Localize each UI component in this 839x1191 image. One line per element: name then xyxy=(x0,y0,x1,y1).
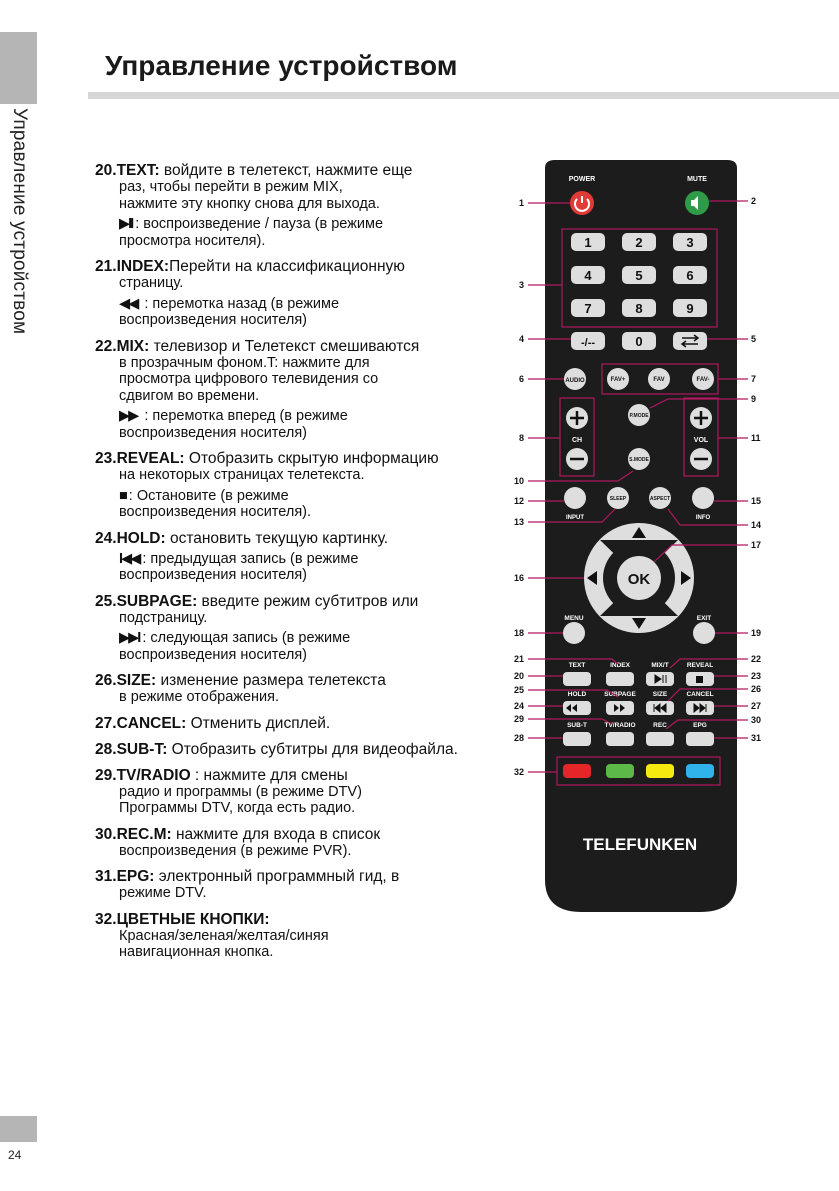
media-symbol-icon: ■ xyxy=(119,487,126,504)
digit-label: 6 xyxy=(686,268,694,283)
instruction-key: MIX: xyxy=(116,337,150,355)
instruction-item xyxy=(95,530,490,584)
instruction-subline xyxy=(95,216,490,233)
instruction-subtext: : перемотка назад (в режиме xyxy=(140,295,340,312)
digit-label: 1 xyxy=(584,235,592,250)
power-label: POWER xyxy=(568,176,596,183)
button-label: REVEAL xyxy=(686,662,714,669)
vol-label: VOL xyxy=(693,437,709,444)
instruction-line: в режиме отображения. xyxy=(119,689,280,705)
callout-number: 28 xyxy=(513,733,524,743)
function-button[interactable] xyxy=(606,732,634,746)
green-button[interactable] xyxy=(606,764,634,778)
instruction-key: 22. xyxy=(95,337,117,355)
callout-number: 12 xyxy=(513,496,524,506)
callout-number: 32 xyxy=(513,767,524,777)
instruction-subline: воспроизведения носителя) xyxy=(119,312,308,328)
side-tab xyxy=(0,32,37,104)
digit-label: 7 xyxy=(584,301,592,316)
callout-number: 20 xyxy=(513,671,524,681)
callout-number: 30 xyxy=(751,715,762,725)
instruction-subline: воспроизведения носителя). xyxy=(119,504,312,520)
instruction-key: HOLD: xyxy=(116,529,166,547)
ch-label: CH xyxy=(571,437,583,444)
instruction-text: Перейти на классификационную xyxy=(169,258,405,275)
instruction-subline: просмотра носителя). xyxy=(119,232,266,249)
callout-number: 25 xyxy=(513,685,524,695)
aspect-label: ASPECT xyxy=(649,496,671,502)
sleep-label: SLEEP xyxy=(609,496,627,502)
instruction-item xyxy=(95,826,490,860)
button-label: REC xyxy=(653,722,667,729)
media-symbol-icon: ▶▶I xyxy=(119,630,140,646)
instruction-text: нажмите для входа в список xyxy=(171,825,381,843)
instruction-key: SUBPAGE: xyxy=(116,592,198,610)
instruction-line: сдвигом во времени. xyxy=(119,387,260,404)
instruction-text: введите режим субтитров или xyxy=(197,592,419,610)
instruction-item xyxy=(95,593,490,664)
instruction-key: 31. xyxy=(95,868,117,885)
input-label: INPUT xyxy=(566,515,584,521)
digit-label: 8 xyxy=(635,301,643,316)
remote-illustration xyxy=(500,150,760,940)
digit-label: 9 xyxy=(686,301,694,316)
instruction-subline: воспроизведения носителя) xyxy=(119,567,308,583)
stop-icon xyxy=(696,676,703,683)
callout-number: 2 xyxy=(751,196,757,206)
info-button[interactable] xyxy=(692,487,714,509)
instructions xyxy=(95,162,490,970)
instruction-line: страницу. xyxy=(119,275,184,291)
instruction-text: изменение размера телетекста xyxy=(156,672,386,689)
recall-button[interactable] xyxy=(673,332,707,350)
instruction-item xyxy=(95,741,490,758)
button-label: INDEX xyxy=(610,662,630,669)
page-number: 24 xyxy=(8,1148,22,1162)
menu-button[interactable] xyxy=(563,622,585,644)
callout-number: 19 xyxy=(751,628,762,638)
callout-number: 15 xyxy=(751,496,762,506)
instruction-subline xyxy=(95,408,490,425)
function-button[interactable] xyxy=(606,672,634,686)
button-label: MIX/T xyxy=(651,662,669,669)
yellow-button[interactable] xyxy=(646,764,674,778)
instruction-line: режиме DTV. xyxy=(119,885,207,901)
pmode-label: P.MODE xyxy=(629,413,649,419)
instruction-subtext: : следующая запись (в режиме xyxy=(142,630,351,646)
callout-number: 10 xyxy=(513,476,524,486)
function-button[interactable] xyxy=(563,732,591,746)
media-symbol-icon: I◀◀ xyxy=(119,550,140,567)
red-button[interactable] xyxy=(563,764,591,778)
function-button[interactable] xyxy=(686,732,714,746)
digit-label: 2 xyxy=(635,235,643,250)
button-label: SUBPAGE xyxy=(604,691,636,698)
callout-number: 26 xyxy=(751,684,762,694)
instruction-text: электронный программный гид, в xyxy=(154,868,400,885)
instruction-subtext: : перемотка вперед (в режиме xyxy=(140,408,348,424)
instruction-key: ЦВЕТНЫЕ КНОПКИ: xyxy=(116,910,270,928)
callout-number: 13 xyxy=(513,517,524,527)
instruction-key: 27. xyxy=(95,714,117,732)
instruction-subline: воспроизведения носителя) xyxy=(119,646,308,663)
input-button[interactable] xyxy=(564,487,586,509)
instruction-subline xyxy=(95,551,490,568)
instruction-key: REC.M: xyxy=(116,825,172,843)
button-label: TEXT xyxy=(568,662,586,669)
digit-label: 0 xyxy=(635,334,643,349)
digit-label: 5 xyxy=(635,268,643,283)
instruction-line: просмотра цифрового телевидения со xyxy=(119,371,379,387)
page-tab xyxy=(0,1116,37,1142)
menu-label: MENU xyxy=(564,615,584,622)
instruction-key: REVEAL: xyxy=(116,450,185,467)
mute-label: MUTE xyxy=(687,176,707,183)
button-label: SUB-T xyxy=(567,722,587,729)
callout-number: 29 xyxy=(513,714,524,724)
fav-label: FAV xyxy=(653,377,665,383)
button-label: CANCEL xyxy=(686,691,714,698)
instruction-key: TEXT: xyxy=(116,162,160,179)
brand-logo: TELEFUNKEN xyxy=(582,835,698,854)
title-rule xyxy=(88,92,839,99)
dash-label: -/-- xyxy=(580,337,596,349)
button-label: EPG xyxy=(693,722,707,729)
instruction-line: Красная/зеленая/желтая/синяя xyxy=(119,927,329,944)
callout-number: 18 xyxy=(513,628,524,638)
callout-number: 24 xyxy=(513,701,524,711)
instruction-text: войдите в телетекст, нажмите еще xyxy=(159,162,413,179)
callout-number: 7 xyxy=(751,374,757,384)
callout-number: 1 xyxy=(518,198,524,208)
callout-number: 22 xyxy=(751,654,762,664)
instruction-key: 24. xyxy=(95,529,117,547)
instruction-key: EPG: xyxy=(116,868,155,885)
instruction-key: 28. xyxy=(95,740,117,758)
instruction-subline xyxy=(95,630,490,647)
callout-number: 21 xyxy=(513,654,524,664)
instruction-line: воспроизведения (в режиме PVR). xyxy=(119,842,352,859)
callout-number: 14 xyxy=(751,520,762,530)
instruction-key: 23. xyxy=(95,450,117,467)
instruction-key: INDEX: xyxy=(116,258,170,275)
instruction-key: SUB-T: xyxy=(116,740,168,758)
instruction-key: 26. xyxy=(95,672,117,689)
function-button[interactable] xyxy=(646,732,674,746)
instruction-subline: воспроизведения носителя) xyxy=(119,424,308,441)
instruction-key: TV/RADIO xyxy=(116,766,191,784)
instruction-key: 32. xyxy=(95,910,117,928)
instruction-line: радио и программы (в режиме DTV) xyxy=(119,783,362,800)
media-symbol-icon: ▶II xyxy=(119,216,133,232)
exit-button[interactable] xyxy=(693,622,715,644)
instruction-key: 29. xyxy=(95,766,117,784)
instruction-item xyxy=(95,868,490,902)
info-label: INFO xyxy=(695,515,711,521)
instruction-key: SIZE: xyxy=(116,672,157,689)
callout-number: 9 xyxy=(751,394,757,404)
instruction-text: Отобразить субтитры для видеофайла. xyxy=(167,740,458,758)
instruction-subtext: : предыдущая запись (в режиме xyxy=(142,550,359,567)
instruction-item xyxy=(95,162,490,249)
instruction-subtext: : воспроизведение / пауза (в режиме xyxy=(135,216,384,232)
callout-number: 4 xyxy=(518,334,524,344)
instruction-text: остановить текущую картинку. xyxy=(165,529,389,547)
callout-number: 11 xyxy=(751,433,761,443)
instruction-line: в прозрачным фоном.T: нажмите для xyxy=(119,354,370,371)
fav-label: FAV+ xyxy=(610,377,626,383)
instruction-item xyxy=(95,767,490,817)
instruction-line: на некоторых страницах телетекста. xyxy=(119,467,365,483)
digit-label: 3 xyxy=(686,235,694,250)
instruction-subline xyxy=(95,296,490,313)
button-label: TV/RADIO xyxy=(604,722,636,729)
instruction-key: CANCEL: xyxy=(116,714,187,732)
instruction-line: нажмите эту кнопку снова для выхода. xyxy=(119,195,380,212)
ok-label: OK xyxy=(627,571,651,588)
instruction-key: 25. xyxy=(95,592,117,610)
instruction-key: 21. xyxy=(95,258,117,275)
digit-label: 4 xyxy=(584,268,592,283)
function-button[interactable] xyxy=(563,672,591,686)
callout-number: 6 xyxy=(518,374,524,384)
instruction-subline xyxy=(95,488,490,505)
callout-number: 23 xyxy=(751,671,762,681)
callout-number: 8 xyxy=(518,433,524,443)
media-symbol-icon: ▶▶ xyxy=(119,408,138,424)
instruction-key: 20. xyxy=(95,162,117,179)
instruction-text: Отобразить скрытую информацию xyxy=(184,450,439,467)
fav-label: FAV- xyxy=(696,377,710,383)
exit-label: EXIT xyxy=(696,615,712,622)
instruction-item xyxy=(95,911,490,961)
instruction-line: навигационная кнопка. xyxy=(119,944,274,960)
page-title: Управление устройством xyxy=(105,50,458,81)
button-label: HOLD xyxy=(567,691,587,698)
instruction-text: : нажмите для смены xyxy=(190,766,348,784)
callout-number: 5 xyxy=(751,334,757,344)
instruction-line: Программы DTV, когда есть радио. xyxy=(119,800,356,816)
audio-label: AUDIO xyxy=(565,378,585,384)
media-symbol-icon: ◀◀ xyxy=(119,295,138,312)
side-tab-text: Управление устройством xyxy=(9,108,30,335)
instruction-subtext: : Остановите (в режиме xyxy=(128,487,289,504)
callout-number: 17 xyxy=(751,540,762,550)
instruction-item xyxy=(95,450,490,521)
button-label: SIZE xyxy=(652,691,668,698)
instruction-line: подстраницу. xyxy=(119,609,208,626)
instruction-item xyxy=(95,338,490,442)
instruction-key: 30. xyxy=(95,825,117,843)
instruction-item xyxy=(95,715,490,732)
callout-number: 31 xyxy=(751,733,762,743)
instruction-text: телевизор и Телетекст смешиваются xyxy=(149,337,420,355)
callout-number: 16 xyxy=(513,573,524,583)
instruction-item xyxy=(95,672,490,706)
blue-button[interactable] xyxy=(686,764,714,778)
instruction-text: Отменить дисплей. xyxy=(186,714,331,732)
callout-number: 3 xyxy=(518,280,524,290)
smode-label: S.MODE xyxy=(629,457,649,463)
callout-number: 27 xyxy=(751,701,762,711)
instruction-item xyxy=(95,258,490,329)
instruction-line: раз, чтобы перейти в режим MIX, xyxy=(119,179,343,195)
